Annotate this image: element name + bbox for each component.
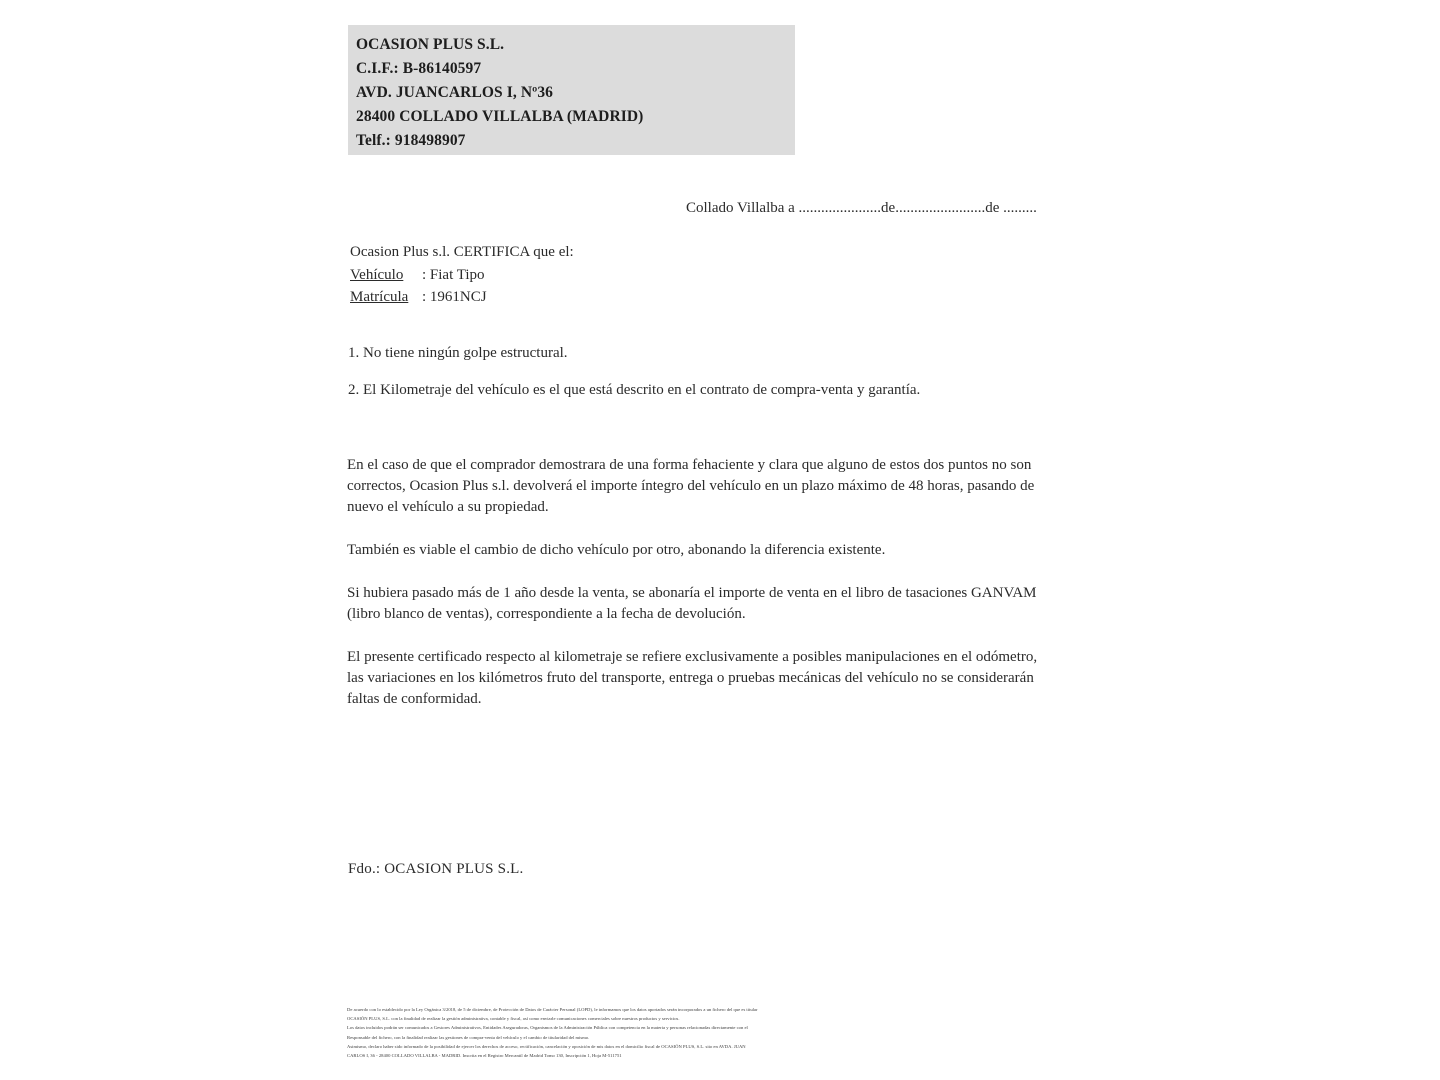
vehicle-label: Vehículo <box>350 266 404 283</box>
paragraph-ganvam-valuation: Si hubiera pasado más de 1 año desde la venta, se abonaría el importe de venta en el libro de tasaciones GANVAM (libro blanco de ventas), correspondiente a la fecha de devolución. <box>347 585 1037 622</box>
fineprint-line-5: Asimismo, declaro haber sido informado de la posibilidad de ejercer los derechos de acceso, rectificación, cancelación y oposición de mis datos en el domicilio fiscal de OCASIÓN PLUS, S.L. sito en AVDA. JUAN <box>347 1043 746 1049</box>
company-header-box <box>348 25 795 155</box>
plate-separator: : <box>422 289 427 305</box>
body-paragraphs <box>347 455 1047 710</box>
fineprint-line-3: Los datos incluidos podrán ser comunicados a Gestores Administrativos, Entidades Aseguradoras, Organismos de la Administración Pública con competencia en la materia y personas relacionadas directamente con el <box>347 1025 748 1031</box>
company-address-city: 28400 COLLADO VILLALBA (MADRID) <box>356 108 644 125</box>
company-cif: C.I.F.: B-86140597 <box>356 60 482 77</box>
legal-fineprint <box>347 1005 1107 1060</box>
company-name: OCASION PLUS S.L. <box>356 36 505 53</box>
certification-point-2: 2. El Kilometraje del vehículo es el que está descrito en el contrato de compra-venta y garantía. <box>348 382 921 398</box>
fineprint-line-4: Responsable del fichero, con la finalidad realizar las gestiones de compra-venta del vehículo y el cambio de titularidad del mismo. <box>347 1034 590 1040</box>
plate-value: 1961NCJ <box>429 289 487 305</box>
certifica-block <box>350 241 574 309</box>
paragraph-odometer-scope: El presente certificado respecto al kilometraje se refiere exclusivamente a posibles manipulaciones en el odómetro, las variaciones en los kilómetros fruto del transporte, entrega o pruebas mecánicas del vehículo no se considerarán faltas de conformidad. <box>347 649 1038 707</box>
vehicle-separator: : <box>422 266 427 283</box>
vehicle-value: Fiat Tipo <box>429 266 485 283</box>
fineprint-line-6: CARLOS I, 36 - 28400 COLLADO VILLALBA - MADRID. Inscrita en el Registro Mercantil de Madrid Tomo 130, Inscripción 1, Hoja M-511751 <box>347 1053 622 1059</box>
company-phone: Telf.: 918498907 <box>356 132 466 149</box>
certification-points <box>348 345 920 399</box>
certification-point-1: 1. No tiene ningún golpe estructural. <box>348 345 568 361</box>
plate-label: Matrícula <box>350 289 409 305</box>
paragraph-refund-terms: En el caso de que el comprador demostrara de una forma fehaciente y clara que alguno de estos dos puntos no son correctos, Ocasion Plus s.l. devolverá el importe íntegro del vehículo en un plazo máximo de 48 horas, pasando de nuevo el vehículo a su propiedad. <box>347 457 1035 515</box>
company-address-street: AVD. JUANCARLOS I, Nº36 <box>356 84 554 101</box>
fineprint-line-2: OCASIÓN PLUS, S.L. con la finalidad de realizar la gestión administrativa, contable y fiscal, así como enviarle comunicaciones comerciales sobre nuestros productos y servicios. <box>347 1016 680 1022</box>
vehicle-row <box>350 264 574 287</box>
plate-row <box>350 286 574 309</box>
place-date-line: Collado Villalba a ......................de........................de ......... <box>686 200 1037 216</box>
certifica-intro: Ocasion Plus s.l. CERTIFICA que el: <box>350 244 574 260</box>
fineprint-line-1: De acuerdo con lo establecido por la Ley Orgánica 3/2018, de 5 de diciembre, de Protección de Datos de Carácter Personal (LOPD), le informamos que los datos aportados serán incorporados a un fichero del que es titular <box>347 1007 758 1012</box>
signature-line: Fdo.: OCASION PLUS S.L. <box>348 861 524 877</box>
paragraph-exchange-option: También es viable el cambio de dicho vehículo por otro, abonando la diferencia existente. <box>347 542 886 558</box>
